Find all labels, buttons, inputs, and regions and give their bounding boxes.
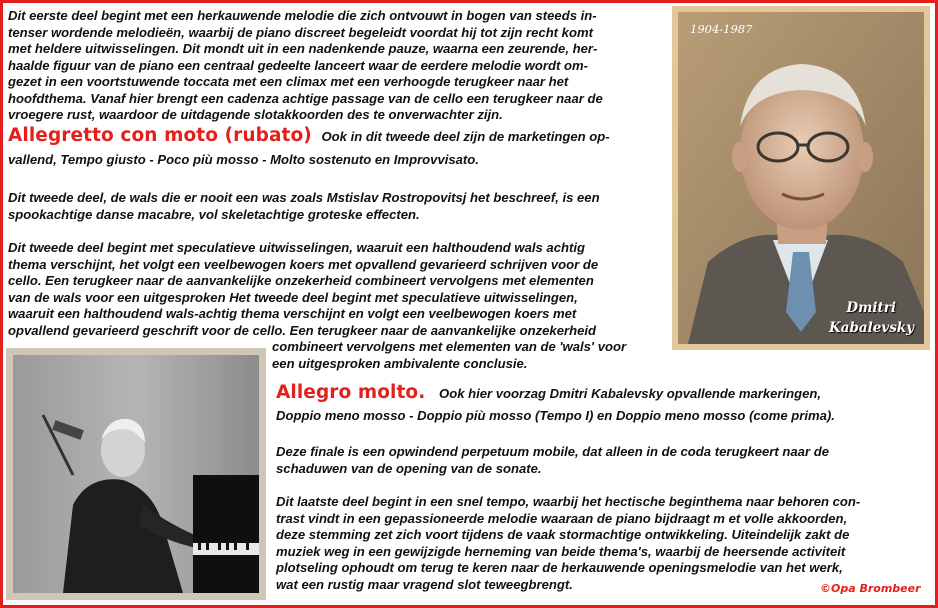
- text-line: plotseling ophoudt om terug te keren naar de herkauwende openingsmelodie van het werk,: [276, 560, 843, 575]
- paragraph-waltz-description: [8, 190, 600, 223]
- portrait-photo: [672, 6, 930, 350]
- section-third-movement-intro: [276, 383, 821, 404]
- text-line: vallend, Tempo giusto - Poco più mosso - Molto sostenuto en Improvvisato.: [8, 152, 479, 167]
- text-line: deze stemming zet zich voort tijdens de vaak stormachtige ontwikkeling. Uiteindelijk zakt de: [276, 527, 850, 542]
- text-line: spookachtige danse macabre, vol skeletachtige groteske effecten.: [8, 206, 420, 222]
- text-line: hoofdthema. Vanaf hier brengt een cadenza achtige passage van de cello een terugkeer naar de: [8, 90, 603, 106]
- text-line: Dit tweede deel, de wals die er nooit een was zoals Mstislav Rostropovitsj het beschreef, is een: [8, 190, 600, 205]
- section-third-movement-intro-cont: [276, 408, 835, 425]
- text-line: wat een rustig maar vragend slot teweegbrengt.: [276, 576, 573, 592]
- text-line: tenser wordende melodieën, waarbij de piano discreet begeleidt voordat hij tot zijn recht komt: [8, 24, 593, 40]
- text-line: cello. Een terugkeer naar de aanvankelijke onzekerheid combineert vervolgens met elementen: [8, 273, 594, 288]
- text-line: waaruit een halthoudend wals-achtig thema verschijnt en volgt een veelbewogen koers met: [8, 306, 577, 321]
- portrait-illustration: [678, 12, 924, 344]
- text-line: schaduwen van de opening van de sonate.: [276, 460, 542, 476]
- portrait-years: 1904-1987: [690, 22, 753, 36]
- heading-allegretto: Allegretto con moto (rubato): [8, 125, 312, 146]
- text-line: Dit laatste deel begint in een snel tempo, waarbij het hectische beginthema naar behoren con-: [276, 494, 861, 509]
- text-line: Deze finale is een opwindend perpetuum mobile, dat alleen in de coda terugkeert naar de: [276, 444, 829, 459]
- text-line: haalde figuur van de piano een centraal gedeelte lanceert waar de eerdere melodie wordt om-: [8, 57, 588, 73]
- text-line: opvallend gevarieerd geschrift voor de cello. Een terugkeer naar de aanvankelijke onzekerheid: [8, 322, 596, 338]
- text-line: thema verschijnt, het volgt een veelbewogen koers met opvallend gevarieerd schrijven voor de: [8, 256, 599, 272]
- paragraph-first-movement: [8, 8, 603, 124]
- heading-allegro-molto: Allegro molto.: [276, 382, 426, 403]
- text-line: een uitgesproken ambivalente conclusie.: [272, 355, 528, 371]
- text-line: combineert vervolgens met elementen van de 'wals' voor: [272, 339, 627, 354]
- text-line: trast vindt in een gepassioneerde melodie waaraan de piano bijdraagt m et volle akkoorden,: [276, 510, 848, 526]
- text-line: Dit tweede deel begint met speculatieve uitwisselingen, waaruit een halthoudend wals achtig: [8, 240, 585, 255]
- pianist-illustration: [13, 355, 259, 593]
- intro-text: Ook hier voorzag Dmitri Kabalevsky opvallende markeringen,: [439, 386, 822, 401]
- portrait-caption-last-name: Kabalevsky: [828, 320, 914, 336]
- piano-photo: [6, 348, 266, 600]
- text-line: vroegere rust, waardoor de uitdagende slotakkoorden des te onverwachter zijn.: [8, 107, 503, 122]
- text-line: Doppio meno mosso - Doppio più mosso (Tempo I) en Doppio meno mosso (come prima).: [276, 408, 835, 423]
- paragraph-finale-description: [276, 444, 829, 477]
- text-line: met heldere uitwisselingen. Dit mondt uit in een nadenkende pauze, waarna een zeurende, her-: [8, 41, 598, 56]
- text-line: Dit eerste deel begint met een herkauwende melodie die zich ontvouwt in bogen van steeds in-: [8, 8, 597, 23]
- paragraph-second-movement-cont: [272, 339, 626, 372]
- copyright-label: ©Opa Brombeer: [820, 582, 921, 595]
- text-line: muziek weg in een gewijzigde herneming van beide thema's, waarbij de heersende activiteit: [276, 543, 846, 559]
- text-line: gezet in een voortstuwende toccata met een climax met een verhoogde terugkeer naar het: [8, 74, 569, 89]
- section-second-movement-intro-cont: [8, 152, 479, 169]
- section-second-movement-intro: [8, 126, 610, 147]
- text-line: van de wals voor een uitgesproken Het tweede deel begint met speculatieve uitwisselingen,: [8, 289, 578, 305]
- intro-text: Ook in dit tweede deel zijn de marketingen op-: [321, 129, 610, 144]
- portrait-caption-first-name: Dmitri: [846, 300, 896, 316]
- paragraph-second-movement: [8, 240, 598, 339]
- paragraph-third-movement: [276, 494, 860, 593]
